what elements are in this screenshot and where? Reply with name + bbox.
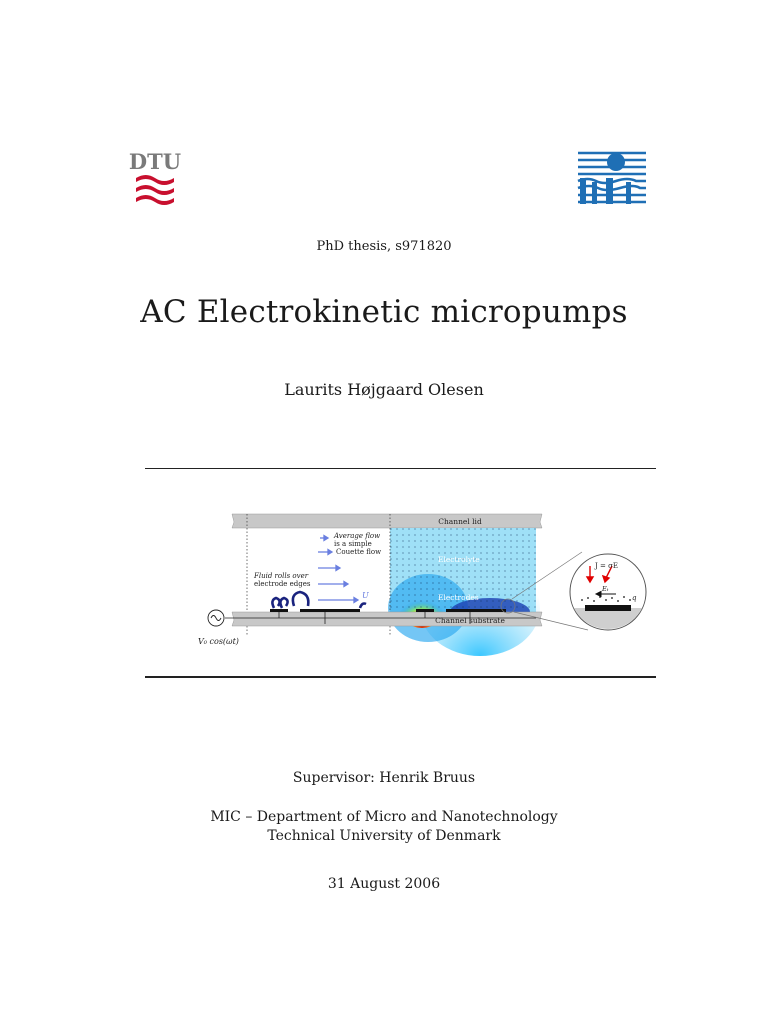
author-name: Laurits Højgaard Olesen <box>284 380 484 399</box>
mic-logo <box>576 150 648 208</box>
thesis-subtitle: PhD thesis, s971820 <box>316 239 452 254</box>
inset-charge-label: q <box>632 594 637 602</box>
electrodes-label: Electrodes <box>438 593 479 602</box>
channel-substrate-label: Channel substrate <box>435 616 505 625</box>
top-rule <box>145 468 656 469</box>
department-line1: MIC – Department of Micro and Nanotechnology <box>210 809 558 825</box>
supervisor: Supervisor: Henrik Bruus <box>292 770 476 786</box>
avg-flow-line1: Average flow <box>334 532 381 540</box>
dtu-logo-text: DTU <box>128 149 182 174</box>
fluid-rolls-line1: Fluid rolls over <box>254 572 309 580</box>
channel-lid-label: Channel lid <box>438 517 482 526</box>
dtu-logo-waves <box>136 175 174 205</box>
date: 31 August 2006 <box>327 876 441 892</box>
electrolyte-label: Electrolyte <box>438 555 480 564</box>
channel-lid <box>232 514 542 528</box>
fluid-rolls-line2: electrode edges <box>254 580 311 588</box>
department <box>0 808 768 846</box>
page-title: AC Electrokinetic micropumps <box>140 294 628 330</box>
avg-flow-line2: is a simple <box>334 540 372 548</box>
electrodes <box>270 609 506 612</box>
velocity-label: U <box>362 591 369 600</box>
bottom-rule <box>145 676 656 678</box>
dtu-logo <box>128 149 182 208</box>
inset-field-label: Eₜ <box>602 585 609 593</box>
micropump-figure <box>190 508 660 650</box>
department-line2: Technical University of Denmark <box>267 828 501 844</box>
voltage-label: V₀ cos(ωt) <box>198 637 239 646</box>
avg-flow-line3: Couette flow <box>336 548 382 556</box>
inset-current-label: J = σE <box>595 562 619 570</box>
